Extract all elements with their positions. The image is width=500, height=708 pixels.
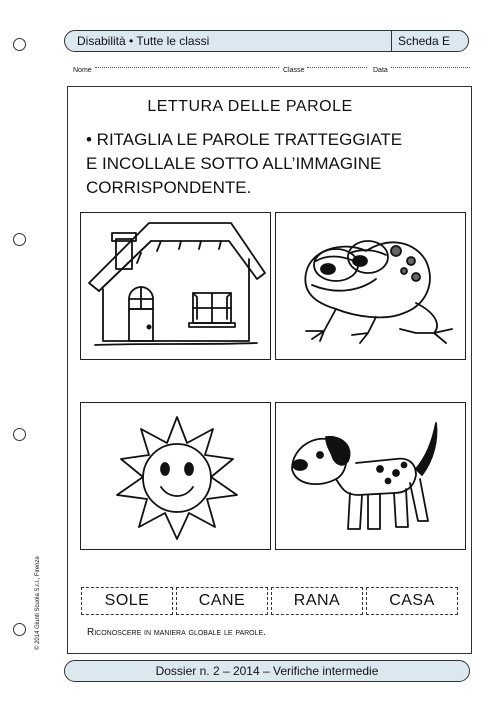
copyright-note: © 2014 Giunti Scuola S.r.l., Firenze [35, 556, 41, 650]
header-category: Disabilità • Tutte le classi [77, 34, 210, 48]
class-field[interactable] [307, 67, 367, 68]
binder-hole-3 [13, 428, 26, 441]
word-card-4[interactable]: CASA [366, 587, 458, 615]
footer-bar: Dossier n. 2 – 2014 – Verifiche intermedie [64, 660, 470, 682]
word-strip [81, 587, 458, 615]
name-field[interactable] [95, 67, 279, 68]
word-card-3[interactable]: RANA [271, 587, 363, 615]
date-field[interactable] [391, 67, 470, 68]
sun-drawing [81, 403, 272, 551]
instruction-line-1: • RITAGLIA LE PAROLE TRATTEGGIATE [86, 130, 403, 149]
instructions [86, 128, 402, 200]
word-card-1[interactable]: SOLE [81, 587, 173, 615]
house-card [80, 212, 271, 360]
learning-objective: Riconoscere in maniera globale le parole. [87, 627, 266, 638]
sun-card [80, 402, 271, 550]
class-label: Classe [283, 67, 305, 74]
instruction-line-3: CORRISPONDENTE. [86, 178, 252, 197]
dog-card [275, 402, 466, 550]
worksheet-title: LETTURA DELLE PAROLE [147, 98, 353, 115]
word-card-2[interactable]: CANE [176, 587, 268, 615]
name-label: Nome [73, 67, 92, 74]
dog-drawing [276, 403, 467, 551]
header-divider [391, 30, 392, 52]
house-drawing [81, 213, 272, 361]
frog-card [275, 212, 466, 360]
instruction-line-2: E INCOLLALE SOTTO ALL’IMMAGINE [86, 154, 382, 173]
header-sheet-label: Scheda E [397, 34, 450, 48]
binder-hole-4 [13, 623, 26, 636]
header-bar [64, 30, 469, 52]
frog-drawing [276, 213, 467, 361]
binder-hole-1 [13, 38, 26, 51]
date-label: Data [373, 67, 388, 74]
binder-hole-2 [13, 233, 26, 246]
